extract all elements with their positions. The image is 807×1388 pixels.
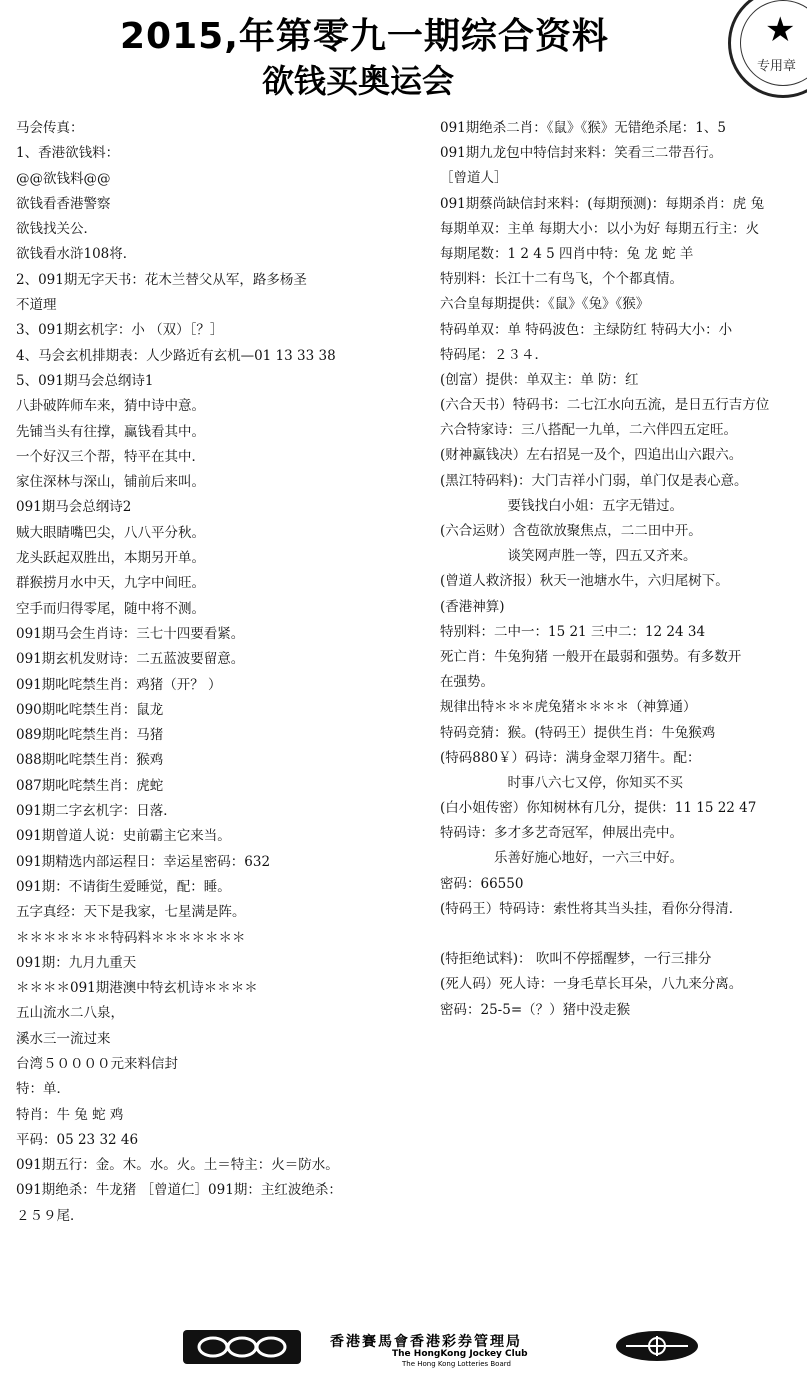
left-text-line: 4、马会玄机排期表：人少路近有玄机—01 13 33 38 bbox=[16, 347, 336, 364]
official-seal-stamp bbox=[728, 0, 807, 98]
left-text-line: 2、091期无字天书：花木兰替父从军，路多杨圣 bbox=[16, 271, 307, 288]
left-text-line: 一个好汉三个帮，特平在其中． bbox=[16, 448, 205, 465]
left-text-line: ２５９尾． bbox=[16, 1207, 84, 1224]
left-text-line: 5、091期马会总纲诗1 bbox=[16, 372, 154, 389]
left-text-line: 091期二字玄机字：日落． bbox=[16, 803, 177, 820]
left-text-line: 欲钱看香港警察 bbox=[16, 195, 111, 212]
right-text-line: 每期单双：主单 每期大小：以小为好 每期五行主：火 bbox=[440, 220, 760, 237]
left-text-line: 087期叱咤禁生肖：虎蛇 bbox=[16, 777, 164, 794]
right-text-line bbox=[440, 922, 802, 947]
right-text-line: (曾道人救济报）秋天一池塘水牛，六归尾树下。 bbox=[440, 573, 729, 590]
left-text-line: 091期马会生肖诗：三七十四要看紧。 bbox=[16, 625, 245, 642]
seal-label: 专用章 bbox=[757, 59, 797, 74]
left-text-line: 溪水三一流过来 bbox=[16, 1030, 111, 1047]
left-text-line: 089期叱咤禁生肖：马猪 bbox=[16, 727, 164, 744]
left-text-line: 马会传真： bbox=[16, 120, 84, 136]
right-text-line: 乐善好施心地好，一六三中好。 bbox=[440, 850, 683, 867]
right-text-line: (特码880￥）码诗：满身金翠刀猪牛。配： bbox=[440, 749, 701, 766]
right-text-line: 密码：66550 bbox=[440, 875, 524, 892]
right-text-line: (财神赢钱决）左右招晃一及个，四追出山六跟六。 bbox=[440, 447, 743, 464]
right-text-line: 六合特家诗：三八搭配一九单，二六伴四五定旺。 bbox=[440, 422, 737, 439]
left-text-line: 群猴捞月水中天，九字中间旺。 bbox=[16, 575, 205, 592]
left-column bbox=[16, 116, 401, 1229]
left-text-line: 欲钱看水浒108将． bbox=[16, 246, 137, 263]
right-text-line: 特别料：二中一：15 21 三中二：12 24 34 bbox=[440, 623, 706, 640]
right-text-line: (特拒绝试料)： 吹叫不停摇醒梦，一行三排分 bbox=[440, 951, 712, 968]
right-text-line: 死亡肖：牛兔狗猪 一般开在最弱和强势。有多数开 bbox=[440, 648, 742, 665]
right-text-line: (创富）提供：单双主：单 防：红 bbox=[440, 371, 639, 388]
right-text-line: 要钱找白小姐：五字无错过。 bbox=[440, 497, 683, 514]
left-text-line: 龙头跃起双胜出，本期另开单。 bbox=[16, 550, 205, 567]
right-text-line: (香港神算) bbox=[440, 598, 505, 615]
right-text-line: 在强势。 bbox=[440, 674, 494, 691]
left-text-line: 五山流水二八泉， bbox=[16, 1005, 124, 1022]
left-text-line: 091期玄机发财诗：二五蓝波要留意。 bbox=[16, 651, 245, 668]
left-text-line: ＊＊＊＊091期港澳中特玄机诗＊＊＊＊ bbox=[16, 980, 258, 997]
left-text-line: 091期：九月九重天 bbox=[16, 954, 137, 971]
right-text-line: 091期绝杀二肖：《鼠》《猴》无错绝杀尾：1、5 bbox=[440, 120, 726, 136]
left-text-line: 空手而归得零尾，随中将不测。 bbox=[16, 600, 205, 617]
left-text-line: 五字真经：天下是我家，七星满是阵。 bbox=[16, 904, 246, 921]
right-text-line: 时事八六七又停，你知买不买 bbox=[440, 774, 683, 791]
left-text-line: 091期曾道人说：史前霸主它来当。 bbox=[16, 828, 231, 845]
left-text-line: 088期叱咤禁生肖：猴鸡 bbox=[16, 752, 164, 769]
right-text-line: 特码单双：单 特码波色：主绿防红 特码大小：小 bbox=[440, 321, 733, 338]
left-text-line: 先铺当头有往撑，赢钱看其中。 bbox=[16, 423, 205, 440]
left-text-line: 平码：05 23 32 46 bbox=[16, 1131, 139, 1148]
right-text-line: 规律出特＊＊＊虎兔猪＊＊＊＊（神算通） bbox=[440, 699, 697, 716]
footer-organization-cn: 香港賽馬會香港彩券管理局 bbox=[330, 1334, 522, 1350]
left-text-line: 091期：不请街生爱睡觉，配：睡。 bbox=[16, 878, 231, 895]
footer bbox=[0, 1325, 807, 1375]
left-text-line: 091期叱咤禁生肖：鸡猪（开？ ） bbox=[16, 676, 222, 693]
left-text-line: 特：单． bbox=[16, 1081, 70, 1098]
left-text-line: 贼大眼睛嘴巴尖，八八平分秋。 bbox=[16, 524, 205, 541]
left-text-line: 091期精选内部运程日：幸运星密码：632 bbox=[16, 853, 271, 870]
left-text-line: 090期叱咤禁生肖：鼠龙 bbox=[16, 701, 164, 718]
page-subtitle: 欲钱买奥运会 bbox=[262, 62, 455, 100]
right-text-line: 特码尾：２３４． bbox=[440, 346, 548, 363]
right-text-line: 六合皇每期提供：《鼠》《兔》《猴》 bbox=[440, 296, 650, 313]
right-text-line: 特码诗：多才多艺奇冠军，伸展出壳中。 bbox=[440, 825, 683, 842]
left-text-line: 091期马会总纲诗2 bbox=[16, 499, 132, 516]
left-text-line: 家住深林与深山，铺前后来叫。 bbox=[16, 474, 205, 491]
jockey-club-logo-icon bbox=[183, 1330, 301, 1364]
left-text-line: 特肖：牛 兔 蛇 鸡 bbox=[16, 1106, 124, 1123]
right-text-line: 每期尾数：1 2 4 5 四肖中特：兔 龙 蛇 羊 bbox=[440, 245, 694, 262]
right-text-line: (六合天书）特码书：二七江水向五流，是日五行吉方位 bbox=[440, 397, 770, 414]
right-text-line: (特码王）特码诗：索性将其当头挂，看你分得清． bbox=[440, 900, 743, 917]
right-text-line: (白小姐传密）你知树林有几分，提供：11 15 22 47 bbox=[440, 800, 757, 817]
right-text-line: 密码：25-5=（？）猪中没走猴 bbox=[440, 1001, 631, 1018]
right-text-line: (黑江特码料)：大门吉祥小门弱，单门仅是表心意。 bbox=[440, 472, 748, 489]
footer-organization-en: The HongKong Jockey Club bbox=[392, 1349, 528, 1359]
right-text-line: 091期九龙包中特信封来料：笑看三二带吾行。 bbox=[440, 145, 723, 162]
right-column bbox=[440, 116, 802, 1023]
left-text-line: 091期绝杀：牛龙猪 ［曾道仁］091期：主红波绝杀： bbox=[16, 1182, 342, 1199]
left-text-line: 091期五行：金。木。水。火。土＝特主：火＝防水。 bbox=[16, 1157, 339, 1174]
lotteries-board-logo-icon bbox=[616, 1331, 698, 1361]
left-text-line: 八卦破阵师车来，猜中诗中意。 bbox=[16, 398, 205, 415]
right-text-line: 谈笑网声胜一等，四五又齐来。 bbox=[440, 548, 697, 565]
left-text-line: 台湾５００００元来料信封 bbox=[16, 1055, 178, 1072]
right-text-line: 特码竞猜：猴。(特码王）提供生肖：牛兔猴鸡 bbox=[440, 724, 716, 741]
right-text-line: (死人码）死人诗：一身毛草长耳朵，八九来分离。 bbox=[440, 976, 743, 993]
left-text-line: 3、091期玄机字：小 （双）［？］ bbox=[16, 322, 224, 339]
left-text-line: 不道理 bbox=[16, 297, 57, 314]
right-text-line: 091期蔡尚缺信封来料：(每期预测)：每期杀肖：虎 兔 bbox=[440, 195, 765, 212]
right-text-line: (六合运财）含苞欲放聚焦点，二二田中开。 bbox=[440, 523, 702, 539]
right-text-line: ［曾道人］ bbox=[440, 170, 508, 187]
left-text-line: 欲钱找关公． bbox=[16, 221, 97, 238]
left-text-line: @@欲钱料@@ bbox=[16, 170, 111, 187]
left-text-line: ＊＊＊＊＊＊＊特码料＊＊＊＊＊＊＊ bbox=[16, 929, 246, 946]
right-text-line: 特别料：长江十二有鸟飞，个个都真情。 bbox=[440, 271, 683, 288]
footer-lotteries-board-en: The Hong Kong Lotteries Board bbox=[402, 1360, 511, 1368]
left-text-line: 1、香港欲钱料： bbox=[16, 145, 120, 162]
star-icon: ★ bbox=[765, 10, 796, 50]
page-title: 2015,年第零九一期综合资料 bbox=[120, 16, 609, 57]
